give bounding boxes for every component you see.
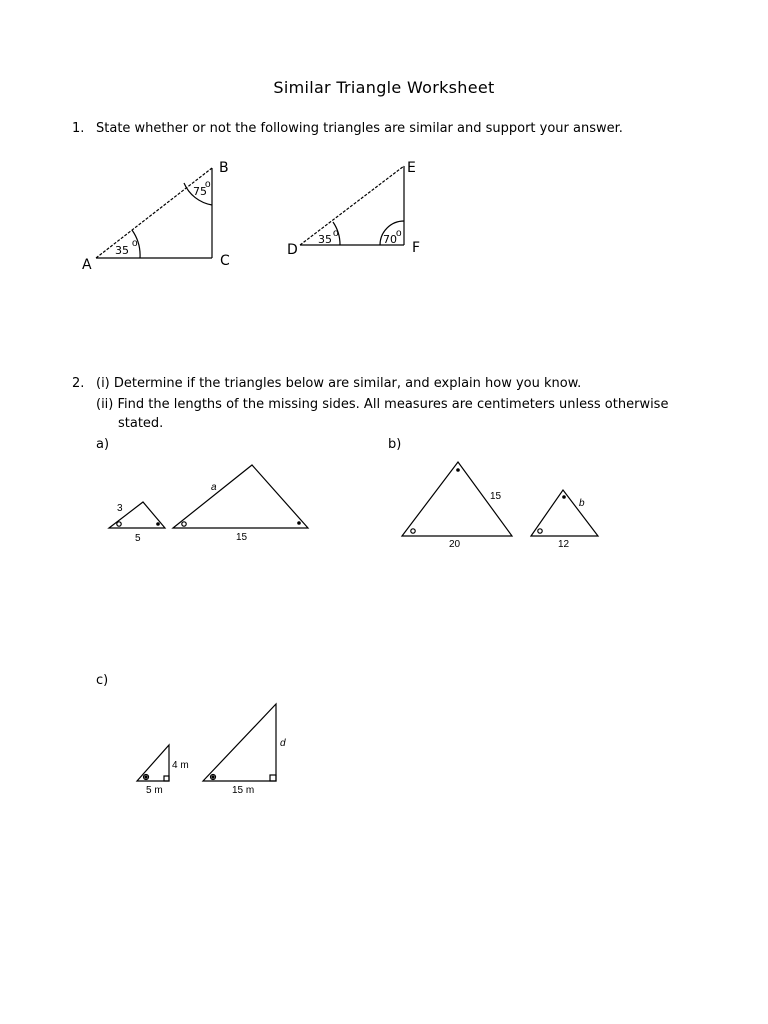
angle-circle-mark: [117, 522, 121, 526]
vertex-f-label: F: [412, 240, 421, 256]
2c-small-base: 5 m: [146, 785, 163, 796]
q2a-label: a): [96, 437, 110, 452]
angle-b-value: 75: [193, 185, 207, 198]
angle-b-degree: o: [205, 179, 211, 190]
q2-part-ii: (ii) Find the lengths of the missing sides. All measures are centimeters unless otherwise: [96, 397, 669, 412]
q1-text: State whether or not the following triangles are similar and support your answer.: [96, 121, 623, 136]
triangle-2c-small: [137, 745, 169, 781]
2a-large-side: a: [211, 482, 217, 493]
2a-large-base: 15: [236, 532, 248, 543]
angle-dot-mark: [297, 521, 301, 525]
angle-dot-mark: [211, 775, 214, 778]
vertex-d-label: D: [287, 242, 298, 258]
right-angle-mark: [164, 776, 169, 781]
angle-dot-mark: [144, 775, 147, 778]
angle-dot-mark: [156, 522, 160, 526]
q2-part-ii-cont: stated.: [118, 416, 164, 431]
2b-large-base: 20: [449, 539, 461, 550]
angle-f-value: 70: [383, 233, 397, 246]
vertex-c-label: C: [220, 253, 230, 269]
2c-large-base: 15 m: [232, 785, 255, 796]
q2-part-i: (i) Determine if the triangles below are similar, and explain how you know.: [96, 376, 582, 391]
angle-a-degree: o: [132, 238, 138, 249]
angle-circle-mark: [411, 529, 415, 533]
page-title: Similar Triangle Worksheet: [273, 78, 495, 97]
q2b-label: b): [388, 437, 402, 452]
angle-d-value: 35: [318, 233, 332, 246]
angle-dot-mark: [456, 468, 460, 472]
angle-a-value: 35: [115, 244, 129, 257]
q2-number: 2.: [72, 376, 85, 391]
2c-large-height: d: [280, 738, 286, 749]
angle-f-degree: o: [396, 228, 402, 239]
2b-small-base: 12: [558, 539, 570, 550]
angle-circle-mark: [182, 522, 186, 526]
angle-dot-mark: [562, 495, 566, 499]
angle-d-degree: o: [333, 228, 339, 239]
triangle-abc: [96, 168, 212, 258]
q2c-label: c): [96, 673, 109, 688]
vertex-e-label: E: [407, 160, 416, 176]
q1-number: 1.: [72, 121, 85, 136]
2a-small-side: 3: [117, 503, 123, 514]
triangle-2a-large: [173, 465, 308, 528]
angle-circle-mark: [538, 529, 542, 533]
vertex-a-label: A: [82, 257, 92, 273]
2b-small-side: b: [579, 498, 585, 509]
2b-large-side: 15: [490, 491, 502, 502]
2a-small-base: 5: [135, 533, 141, 544]
right-angle-mark: [270, 775, 276, 781]
side-ab: [96, 168, 212, 258]
triangle-2c-large: [203, 704, 276, 781]
vertex-b-label: B: [219, 160, 229, 176]
2c-small-height: 4 m: [172, 760, 189, 771]
